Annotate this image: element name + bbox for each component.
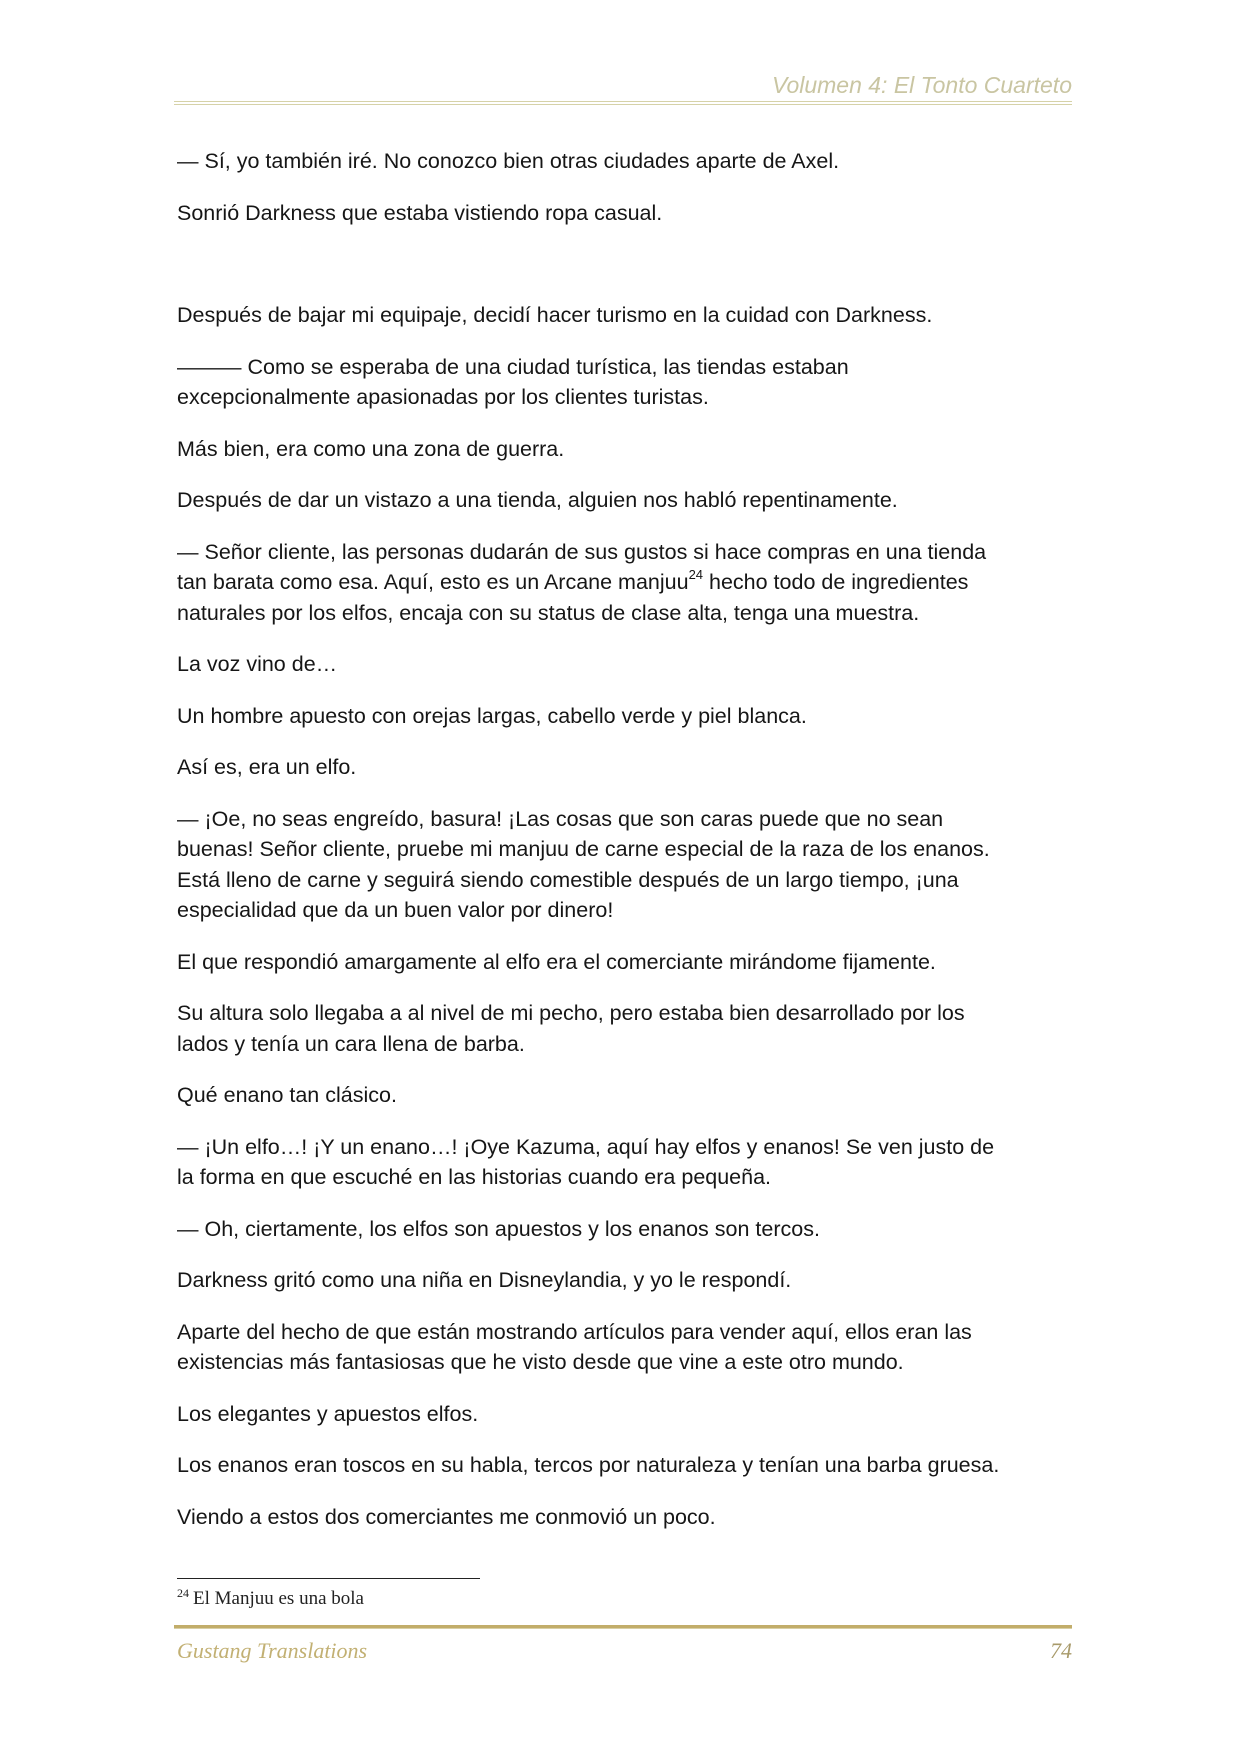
line: tan barata como esa. Aquí, esto es un Arcane manjuu — [177, 570, 689, 594]
line: lados y tenía un cara llena de barba. — [177, 1031, 525, 1056]
paragraph: La voz vino de… — [177, 652, 338, 676]
paragraph — [177, 1132, 1077, 1193]
line: Su altura solo llegaba a al nivel de mi pecho, pero estaba bien desarrollado por los — [177, 1001, 965, 1025]
paragraph: Darkness gritó como una niña en Disneylandia, y yo le respondí. — [177, 1268, 792, 1292]
paragraph — [177, 998, 1077, 1059]
footnote-separator — [177, 1578, 480, 1579]
footnote-number: 24 — [177, 1585, 189, 1600]
main-text — [177, 146, 1077, 1553]
line: la forma en que escuché en las historias cuando era pequeña. — [177, 1165, 772, 1189]
scene-break — [177, 249, 1077, 279]
paragraph: Viendo a estos dos comerciantes me conmovió un poco. — [177, 1504, 716, 1529]
paragraph: — Oh, ciertamente, los elfos son apuestos y los enanos son tercos. — [177, 1216, 820, 1241]
line: ——— Como se esperaba de una ciudad turística, las tiendas estaban — [177, 354, 849, 379]
line: — ¡Un elfo…! ¡Y un enano…! ¡Oye Kazuma, aquí hay elfos y enanos! Se ven justo de — [177, 1134, 995, 1159]
line: — ¡Oe, no seas engreído, basura! ¡Las cosas que son caras puede que no sean — [177, 806, 944, 831]
paragraph: Los enanos eran toscos en su habla, tercos por naturaleza y tenían una barba gruesa. — [177, 1453, 1000, 1477]
line: — Señor cliente, las personas dudarán de sus gustos si hace compras en una tienda — [177, 539, 987, 564]
paragraph — [177, 537, 1077, 629]
paragraph: Qué enano tan clásico. — [177, 1083, 397, 1107]
footnote-text: El Manjuu es una bola — [193, 1588, 364, 1609]
paragraph: Un hombre apuesto con orejas largas, cabello verde y piel blanca. — [177, 703, 807, 728]
paragraph: Más bien, era como una zona de guerra. — [177, 436, 565, 461]
paragraph — [177, 352, 1077, 413]
paragraph — [177, 1317, 1077, 1378]
line: excepcionalmente apasionadas por los clientes turistas. — [177, 385, 709, 409]
line: existencias más fantasiosas que he visto desde que vine a este otro mundo. — [177, 1350, 904, 1374]
line: naturales por los elfos, encaja con su status de clase alta, tenga una muestra. — [177, 600, 920, 625]
line: buenas! Señor cliente, pruebe mi manjuu de carne especial de la raza de los enanos. — [177, 837, 990, 861]
line: hecho todo de ingredientes — [703, 570, 969, 594]
paragraph: Después de bajar mi equipaje, decidí hacer turismo en la cuidad con Darkness. — [177, 303, 933, 327]
paragraph: Así es, era un elfo. — [177, 755, 357, 779]
paragraph: Sonrió Darkness que estaba vistiendo ropa casual. — [177, 200, 663, 225]
page-number: 74 — [1050, 1638, 1072, 1663]
paragraph: — Sí, yo también iré. No conozco bien otras ciudades aparte de Axel. — [177, 149, 840, 173]
line: Está lleno de carne y seguirá siendo comestible después de un largo tiempo, ¡una — [177, 867, 959, 892]
footnote — [177, 1585, 364, 1610]
paragraph: Los elegantes y apuestos elfos. — [177, 1401, 479, 1426]
footer-publisher: Gustang Translations — [177, 1638, 368, 1663]
paragraph: El que respondió amargamente al elfo era el comerciante mirándome fijamente. — [177, 949, 936, 974]
footer-rule — [174, 1625, 1072, 1629]
line: Aparte del hecho de que están mostrando artículos para vender aquí, ellos eran las — [177, 1319, 972, 1344]
paragraph — [177, 804, 1077, 926]
running-header-title: Volumen 4: El Tonto Cuarteto — [771, 72, 1072, 98]
line: especialidad que da un buen valor por dinero! — [177, 898, 614, 922]
footnote-reference[interactable]: 24 — [688, 566, 704, 582]
paragraph: Después de dar un vistazo a una tienda, alguien nos habló repentinamente. — [177, 488, 898, 512]
header-rule — [174, 101, 1072, 105]
